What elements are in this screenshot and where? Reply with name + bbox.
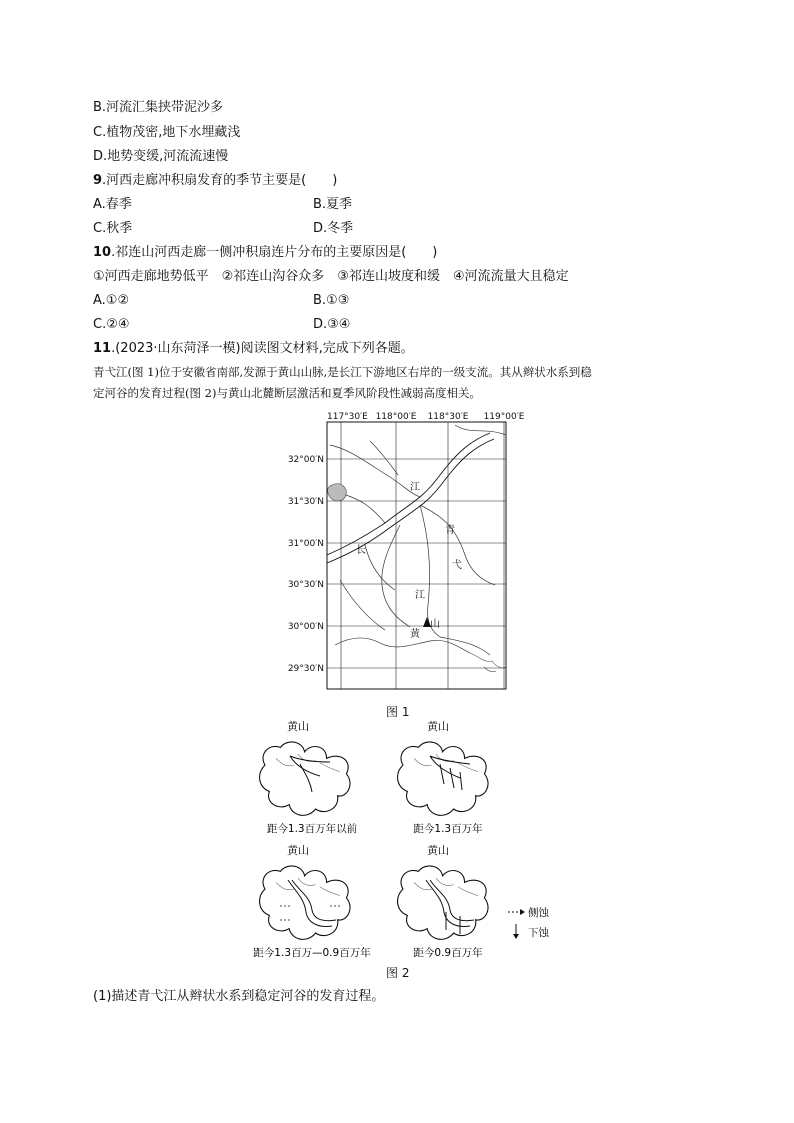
q8-option-b: B.河流汇集挟带泥沙多 bbox=[93, 100, 224, 115]
lon-label-4: 119°00′E bbox=[483, 412, 525, 422]
q8-option-d: D.地势变缓,河流流速慢 bbox=[93, 149, 229, 164]
panel4-title: 黄山 bbox=[427, 844, 449, 857]
lat-label-5: 30°00′N bbox=[287, 622, 324, 632]
map-graticule bbox=[327, 422, 506, 689]
lat-label-6: 29°30′N bbox=[287, 664, 324, 674]
q11-number: 11 bbox=[93, 341, 112, 356]
coast-lines bbox=[470, 653, 506, 672]
lateral-arrow-icon bbox=[520, 909, 525, 915]
yangtze-river bbox=[327, 433, 494, 563]
panel1-title: 黄山 bbox=[287, 720, 309, 733]
panel2-title: 黄山 bbox=[427, 720, 449, 733]
q10-options-row1 bbox=[93, 292, 350, 310]
figure1-caption: 图 1 bbox=[386, 705, 410, 719]
legend-lateral: 侧蚀 bbox=[528, 907, 549, 919]
q9-stem bbox=[93, 172, 337, 190]
figure2-panel-1 bbox=[260, 719, 358, 835]
lat-label-4: 30°30′N bbox=[287, 580, 324, 590]
q10-stem-text: .祁连山河西走廊一侧冲积扇连片分布的主要原因是( ) bbox=[111, 245, 438, 260]
label-shan: 山 bbox=[430, 619, 440, 630]
q11-material bbox=[93, 362, 705, 404]
figure2-legend bbox=[508, 906, 549, 939]
q10-number: 10 bbox=[93, 245, 112, 260]
q10-option-a: A.①② bbox=[93, 293, 130, 308]
label-jiang-qingyi: 江 bbox=[415, 590, 425, 601]
figure1-map bbox=[270, 405, 530, 695]
panel3-title: 黄山 bbox=[287, 844, 309, 857]
lat-label-3: 31°00′N bbox=[287, 539, 324, 549]
q9-options-row1 bbox=[93, 196, 353, 214]
label-qing: 青 bbox=[445, 525, 455, 536]
down-arrow-icon bbox=[513, 934, 519, 939]
q11-sub1: (1)描述青弋江从辫状水系到稳定河谷的发育过程。 bbox=[93, 989, 385, 1004]
figure2-diagram bbox=[240, 716, 560, 978]
q10-items: ①河西走廊地势低平 ②祁连山沟谷众多 ③祁连山坡度和缓 ④河流流量大且稳定 bbox=[93, 269, 569, 284]
q10-option-b: B.①③ bbox=[313, 293, 350, 308]
figure2-panel-4 bbox=[398, 843, 488, 959]
lon-label-2: 118°00′E bbox=[375, 412, 417, 422]
q10-option-d: D.③④ bbox=[313, 317, 351, 332]
q10-options-row2 bbox=[93, 316, 351, 334]
lat-label-1: 32°00′N bbox=[287, 455, 324, 465]
figure2-panel-3 bbox=[253, 843, 371, 959]
q8-option-c: C.植物茂密,地下水埋藏浅 bbox=[93, 125, 241, 140]
lon-label-3: 118°30′E bbox=[427, 412, 469, 422]
lon-label-1: 117°30′E bbox=[327, 412, 368, 422]
q9-option-a: A.春季 bbox=[93, 197, 132, 212]
label-jiang-yangtze: 江 bbox=[410, 482, 420, 493]
figure2-caption: 图 2 bbox=[386, 966, 410, 980]
lat-label-2: 31°30′N bbox=[287, 497, 324, 507]
q9-option-c: C.秋季 bbox=[93, 221, 133, 236]
q10-stem bbox=[93, 244, 437, 262]
figure2-panel-2 bbox=[398, 719, 488, 835]
q11-stem bbox=[93, 340, 414, 358]
label-chang: 长 bbox=[356, 545, 366, 556]
q11-material-line1: 青弋江(图 1)位于安徽省南部,发源于黄山山脉,是长江下游地区右岸的一级支流。其从辫状水系到稳 bbox=[93, 365, 592, 379]
panel4-caption: 距今0.9百万年 bbox=[413, 947, 483, 959]
q11-stem-text: .(2023·山东菏泽一模)阅读图文材料,完成下列各题。 bbox=[111, 341, 414, 356]
q9-options-row2 bbox=[93, 220, 354, 238]
legend-down: 下蚀 bbox=[528, 927, 549, 939]
q9-stem-text: .河西走廊冲积扇发育的季节主要是( ) bbox=[102, 173, 338, 188]
q9-number: 9 bbox=[93, 173, 103, 188]
label-yi: 弋 bbox=[452, 560, 462, 571]
panel1-caption: 距今1.3百万年以前 bbox=[266, 823, 358, 835]
q9-option-d: D.冬季 bbox=[313, 221, 354, 236]
panel2-caption: 距今1.3百万年 bbox=[413, 823, 483, 835]
q11-material-line2: 定河谷的发育过程(图 2)与黄山北麓断层激活和夏季风阶段性减弱高度相关。 bbox=[93, 386, 481, 400]
lake-shape bbox=[328, 484, 347, 501]
q9-option-b: B.夏季 bbox=[313, 197, 353, 212]
label-huang: 黄 bbox=[410, 629, 420, 640]
map-frame bbox=[327, 422, 506, 689]
q10-option-c: C.②④ bbox=[93, 317, 130, 332]
panel3-caption: 距今1.3百万—0.9百万年 bbox=[253, 947, 371, 959]
